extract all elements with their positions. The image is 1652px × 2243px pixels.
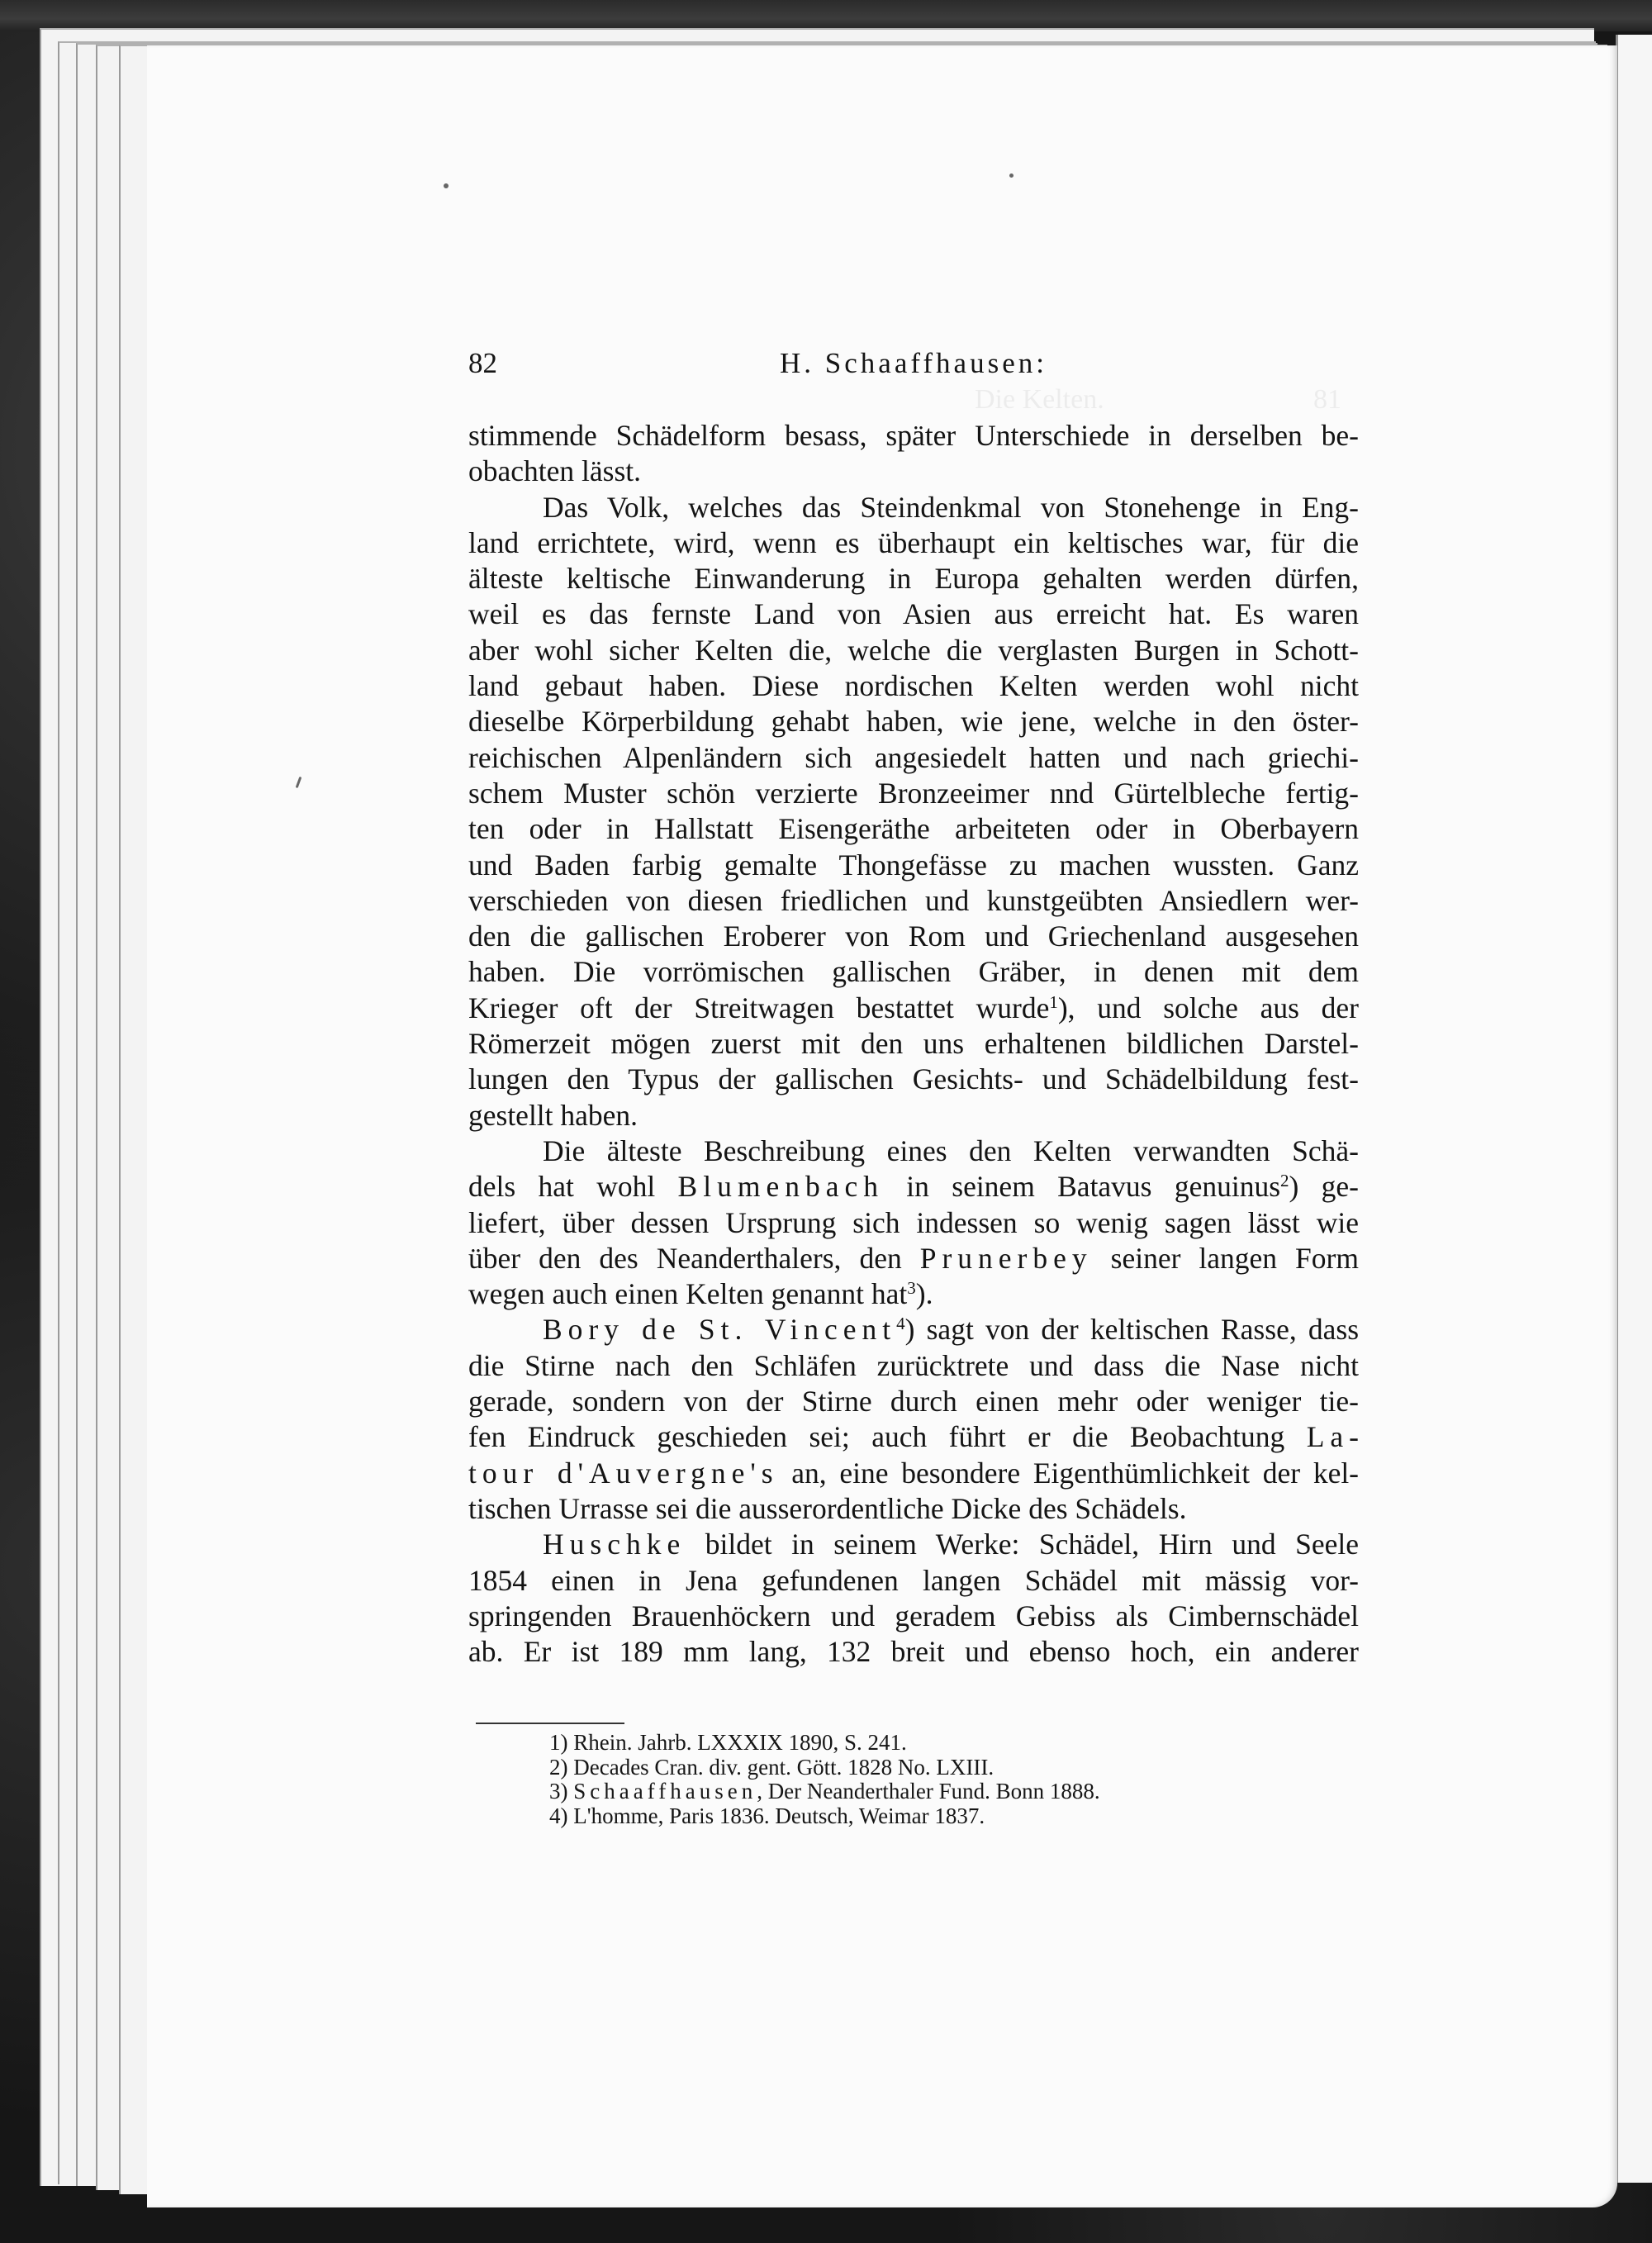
adjacent-page-edge <box>1616 35 1652 2183</box>
footnote-item: 1) Rhein. Jahrb. LXXXIX 1890, S. 241. <box>549 1730 907 1755</box>
page-number: 82 <box>468 347 497 379</box>
body-text <box>468 418 1359 1670</box>
text-line: älteste keltische Einwanderung in Europa gehalten werden dürfen, <box>468 562 1359 596</box>
footnotes <box>549 1731 1293 1829</box>
text-line: den die gallischen Eroberer von Rom und Griechenland ausgesehen <box>468 920 1359 953</box>
text-line: Huschke bildet in seinem Werke: Schädel, Hirn und Seele <box>543 1528 1359 1561</box>
text-line: tour d'Auvergne's an, eine besondere Eigenthümlichkeit der kel- <box>468 1456 1360 1490</box>
text-line: Das Volk, welches das Steindenkmal von Stonehenge in Eng- <box>543 490 1359 524</box>
text-line: springenden Brauenhöckern und geradem Gebiss als Cimbernschädel <box>468 1599 1359 1632</box>
text-line: Römerzeit mögen zuerst mit den uns erhaltenen bildlichen Darstel- <box>468 1027 1359 1061</box>
text-line: stimmende Schädelform besass, später Unterschiede in derselben be- <box>468 419 1359 452</box>
text-line: dels hat wohl Blumenbach in seinem Batavus genuinus$^2$) ge- <box>468 1170 1359 1204</box>
text-line: und Baden farbig gemalte Thongefässe zu machen wussten. Ganz <box>468 848 1359 882</box>
text-line: die Stirne nach den Schläfen zurücktrete und dass die Nase nicht <box>468 1348 1359 1382</box>
text-line: fen Eindruck geschieden sei; auch führt er die Beobachtung La- <box>468 1420 1359 1454</box>
text-line: 1854 einen in Jena gefundenen langen Schädel mit mässig vor- <box>468 1563 1359 1597</box>
page-header <box>468 347 1359 383</box>
text-line: Krieger oft der Streitwagen bestattet wurde$^1$), und solche aus der <box>468 991 1359 1024</box>
show-through-text: Die Kelten. <box>975 384 1104 415</box>
footnote-item: 4) L'homme, Paris 1836. Deutsch, Weimar 1837. <box>549 1803 985 1829</box>
text-line: lungen den Typus der gallischen Gesichts- und Schädelbildung fest- <box>468 1062 1359 1096</box>
text-line: gerade, sondern von der Stirne durch einen mehr oder weniger tie- <box>468 1385 1359 1419</box>
text-line: dieselbe Körperbildung gehabt haben, wie jene, welche in den öster- <box>468 705 1359 739</box>
scan-speck <box>1009 173 1014 178</box>
text-line: ten oder in Hallstatt Eisengeräthe arbeiteten oder in Oberbayern <box>468 812 1359 846</box>
text-line: obachten lässt. <box>468 454 641 488</box>
footnote-item: 3) Schaaffhausen, Der Neanderthaler Fund. Bonn 1888. <box>549 1779 1100 1804</box>
text-line: ab. Er ist 189 mm lang, 132 breit und ebenso hoch, ein anderer <box>468 1635 1359 1669</box>
text-line: liefert, über dessen Ursprung sich indessen so wenig sagen lässt wie <box>468 1205 1359 1239</box>
text-line: haben. Die vorrömischen gallischen Gräber, in denen mit dem <box>468 955 1359 989</box>
text-line: land gebaut haben. Diese nordischen Kelten werden wohl nicht <box>468 669 1359 703</box>
text-line: aber wohl sicher Kelten die, welche die verglasten Burgen in Schott- <box>468 633 1359 667</box>
text-line: weil es das fernste Land von Asien aus erreicht hat. Es waren <box>468 597 1359 631</box>
text-line: wegen auch einen Kelten genannt hat$^3$). <box>468 1277 933 1311</box>
show-through-text: 81 <box>1313 384 1341 415</box>
text-line: Bory de St. Vincent$^4$) sagt von der keltischen Rasse, dass <box>543 1313 1360 1347</box>
scan-speck <box>444 183 449 188</box>
running-head: H. Schaaffhausen: <box>780 347 1047 379</box>
text-line: über den des Neanderthalers, den Prunerbey seiner langen Form <box>468 1241 1359 1275</box>
footnote-item: 2) Decades Cran. div. gent. Gött. 1828 No. LXIII. <box>549 1754 995 1780</box>
text-line: schem Muster schön verzierte Bronzeeimer nnd Gürtelbleche fertig- <box>468 776 1359 810</box>
text-line: verschieden von diesen friedlichen und kunstgeübten Ansiedlern wer- <box>468 883 1359 917</box>
scanner-top-edge <box>0 0 1652 31</box>
text-line: tischen Urrasse sei die ausserordentliche Dicke des Schädels. <box>468 1491 1187 1525</box>
text-line: Die älteste Beschreibung eines den Kelten verwandten Schä- <box>543 1133 1359 1167</box>
text-line: reichischen Alpenländern sich angesiedelt hatten und nach griechi- <box>468 740 1359 774</box>
text-line: gestellt haben. <box>468 1098 638 1132</box>
text-line: land errichtete, wird, wenn es überhaupt ein keltisches war, für die <box>468 525 1359 559</box>
footnote-rule <box>476 1723 624 1724</box>
